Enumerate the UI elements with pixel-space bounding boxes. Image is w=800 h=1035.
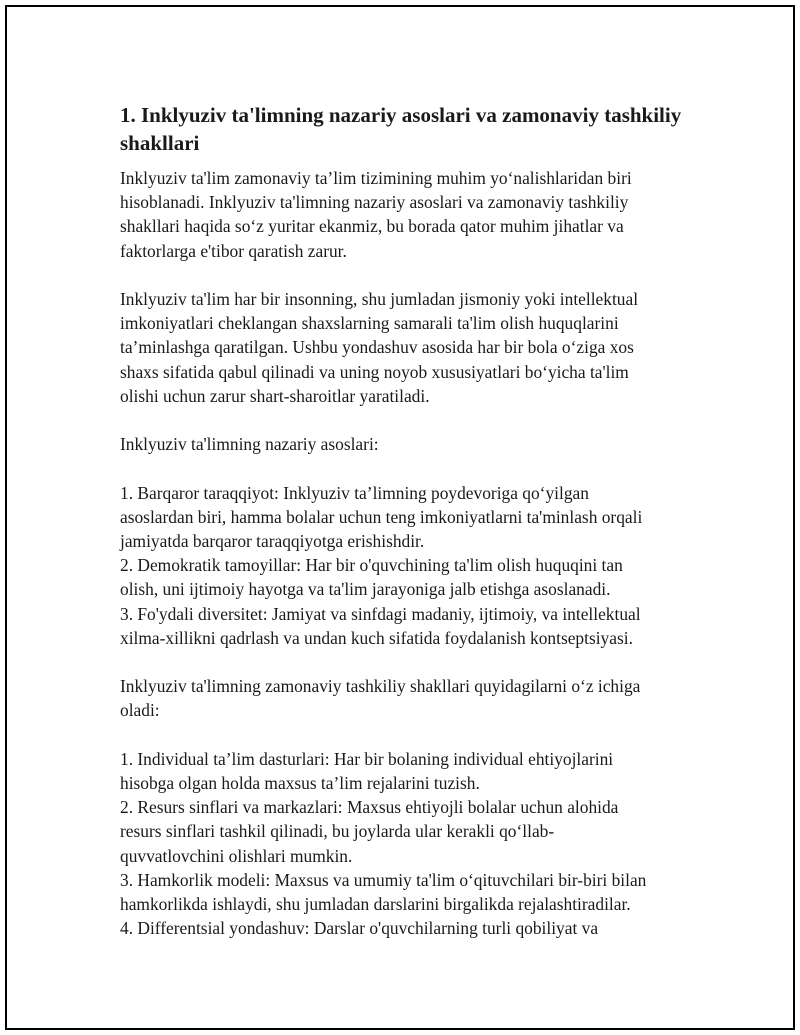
paragraph-gap — [120, 263, 720, 287]
list-line: hisobga olgan holda maxsus ta’lim rejalarini tuzish. — [120, 773, 480, 793]
paragraph-gap — [120, 723, 720, 747]
text-line: Inklyuziv ta'lim har bir insonning, shu jumladan jismoniy yoki intellektual — [120, 289, 639, 309]
paragraph-gap — [120, 408, 720, 432]
text-line: ta’minlashga qaratilgan. Ushbu yondashuv asosida har bir bola o‘ziga xos — [120, 337, 634, 358]
list-line: 1. Individual ta’lim dasturlari: Har bir bolaning individual ehtiyojlarini — [120, 748, 614, 769]
paragraph-forms-heading — [120, 674, 720, 722]
text-line: shaxs sifatida qabul qilinadi va uning noyob xususiyatlari bo‘yicha ta'lim — [120, 361, 629, 382]
text-line: Inklyuziv ta'limning zamonaviy tashkiliy shakllari quyidagilarni o‘z ichiga — [120, 676, 641, 697]
text-line: hisoblanadi. Inklyuziv ta'limning nazariy asoslari va zamonaviy tashkiliy — [120, 192, 629, 213]
document-body — [120, 101, 720, 940]
text-line: Inklyuziv ta'limning nazariy asoslari: — [120, 434, 379, 455]
page-frame — [5, 5, 795, 1030]
list-line: 1. Barqaror taraqqiyot: Inklyuziv ta’limning poydevoriga qo‘yilgan — [120, 482, 589, 503]
theory-list — [120, 481, 720, 650]
paragraph-gap — [120, 456, 720, 480]
paragraph-theory-heading — [120, 432, 720, 456]
list-line: 3. Hamkorlik modeli: Maxsus va umumiy ta'lim o‘qituvchilari bir-biri bilan — [120, 869, 647, 890]
list-line: jamiyatda barqaror taraqqiyotga erishishdir. — [120, 531, 425, 551]
list-line: 4. Differentsial yondashuv: Darslar o'quvchilarning turli qobiliyat va — [120, 918, 599, 939]
paragraph-gap — [120, 650, 720, 674]
forms-list — [120, 747, 720, 941]
list-line: olish, uni ijtimoiy hayotga va ta'lim jarayoniga jalb etishga asoslanadi. — [120, 579, 611, 600]
list-line: asoslardan biri, hamma bolalar uchun teng imkoniyatlarni ta'minlash orqali — [120, 506, 643, 527]
list-line: quvvatlovchini olishlari mumkin. — [120, 845, 353, 866]
list-line: 2. Resurs sinflari va markazlari: Maxsus ehtiyojli bolalar uchun alohida — [120, 797, 619, 818]
text-line: shakllari haqida so‘z yuritar ekanmiz, bu borada qator muhim jihatlar va — [120, 216, 624, 237]
document-title — [120, 101, 720, 157]
title-line: shakllari — [120, 131, 200, 155]
paragraph-definition — [120, 287, 720, 408]
list-line: hamkorlikda ishlaydi, shu jumladan darslarini birgalikda rejalashtiradilar. — [120, 894, 631, 915]
list-line: 2. Demokratik tamoyillar: Har bir o'quvchining ta'lim olish huquqini tan — [120, 555, 623, 576]
list-line: xilma-xillikni qadrlash va undan kuch sifatida foydalanish kontseptsiyasi. — [120, 627, 633, 648]
list-line: 3. Fo'ydali diversitet: Jamiyat va sinfdagi madaniy, ijtimoiy, va intellektual — [120, 603, 641, 624]
text-line: faktorlarga e'tibor qaratish zarur. — [120, 240, 347, 261]
paragraph-intro — [120, 166, 720, 263]
text-line: imkoniyatlari cheklangan shaxslarning samarali ta'lim olish huquqlarini — [120, 313, 619, 334]
text-line: oladi: — [120, 700, 160, 721]
title-line: 1. Inklyuziv ta'limning nazariy asoslari va zamonaviy tashkiliy — [120, 103, 682, 127]
text-line: Inklyuziv ta'lim zamonaviy ta’lim tizimining muhim yo‘nalishlaridan biri — [120, 168, 632, 188]
list-line: resurs sinflari tashkil qilinadi, bu joylarda ular kerakli qo‘llab- — [120, 821, 555, 842]
title-gap — [120, 157, 720, 166]
text-line: olishi uchun zarur shart-sharoitlar yaratiladi. — [120, 385, 430, 406]
